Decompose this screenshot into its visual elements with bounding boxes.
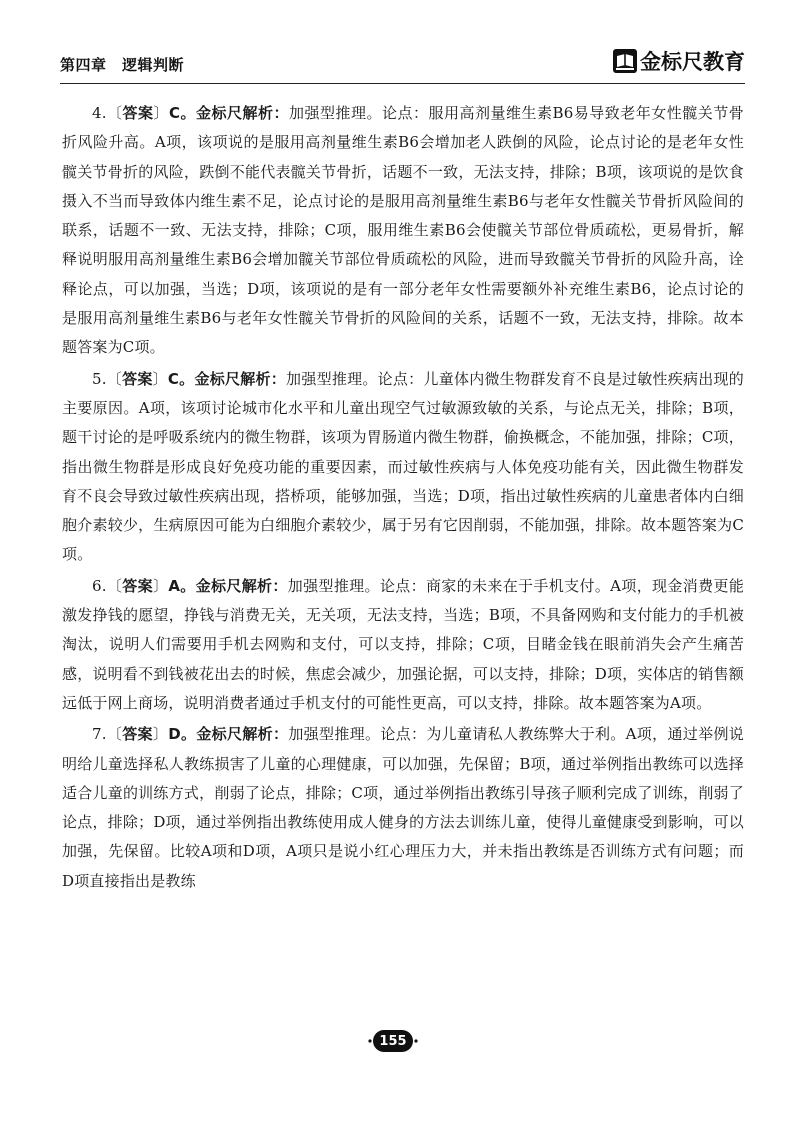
analysis-label: 金标尺解析： <box>196 104 290 122</box>
bracket-close: 〕 <box>152 369 168 388</box>
bracket-open: 〔 <box>106 104 123 122</box>
chapter-title: 第四章 逻辑判断 <box>60 56 185 74</box>
brand-name: 金标尺教育 <box>640 50 745 74</box>
question-number: 5. <box>92 369 107 388</box>
analysis-text: 加强型推理。论点：商家的未来在于手机支付。A项，现金消费更能激发挣钱的愿望，挣钱与消费无关，无关项，无法支持，当选；B项，不具备网购和支付能力的手机被淘汰，说明人们需要用手机去网购和支付，可以支持，排除；C项，目睹金钱在眼前消失会产生痛苦感，说明看不到钱被花出去的时候，焦虑会减少，加强论据，可以支持，排除；D项，实体店的销售额远低于网上商场，说明消费者通过手机支付的可能性更高，可以支持，排除。故本题答案为A项。 <box>62 576 745 712</box>
answer-value: D。 <box>168 725 197 744</box>
brand <box>613 46 745 76</box>
bracket-close: 〕 <box>152 725 169 744</box>
explanation-item <box>62 365 744 570</box>
bracket-open: 〔 <box>106 576 123 595</box>
analysis-label: 金标尺解析： <box>195 576 288 595</box>
bracket-close: 〕 <box>153 104 170 122</box>
answer-label: 答案 <box>122 369 153 388</box>
answer-label: 答案 <box>122 576 153 595</box>
header-divider <box>60 83 745 84</box>
bracket-close: 〕 <box>152 576 169 595</box>
analysis-label: 金标尺解析： <box>196 725 289 744</box>
page-number-badge <box>368 1029 418 1053</box>
answer-label: 答案 <box>122 104 154 122</box>
answer-label: 答案 <box>122 725 153 744</box>
analysis-label: 金标尺解析： <box>194 369 287 388</box>
analysis-text: 加强型推理。论点：为儿童请私人教练弊大于利。A项，通过举例说明给儿童选择私人教练损害了儿童的心理健康，可以加强，先保留；B项，通过举例指出教练可以选择适合儿童的训练方式，削弱了论点，排除；C项，通过举例指出教练引导孩子顺利完成了训练，削弱了论点，排除；D项，通过举例指出教练使用成人健身的方法去训练儿童，使得儿童健康受到影响，可以加强，先保留。比较A项和D项，A项只是说小红心理压力大，并未指出教练是否训练方式有问题；而D项直接指出是教练 <box>62 725 745 890</box>
question-number: 6. <box>92 576 107 595</box>
explanation-item <box>62 99 744 363</box>
explanation-item <box>62 720 744 896</box>
bracket-open: 〔 <box>106 369 123 388</box>
answer-value: A。 <box>168 576 196 595</box>
page-number: 155 <box>379 1033 407 1049</box>
page-header <box>60 44 745 82</box>
question-number: 4. <box>92 104 107 122</box>
book-logo-icon <box>613 49 637 73</box>
bracket-open: 〔 <box>106 725 123 744</box>
answer-value: C。 <box>169 104 197 122</box>
analysis-text: 加强型推理。论点：服用高剂量维生素B6易导致老年女性髋关节骨折风险升高。A项，该项说的是服用高剂量维生素B6会增加老人跌倒的风险，论点讨论的是老年女性髋关节骨折的风险，跌倒不能代表髋关节骨折，话题不一致，无法支持，排除；B项，该项说的是饮食摄入不当而导致体内维生素不足，论点讨论的是服用高剂量维生素B6与老年女性髋关节骨折风险间的联系，话题不一致、无法支持，排除；C项，服用维生素B6会使髋关节部位骨质疏松，更易骨折，解释说明服用高剂量维生素B6会增加髋关节部位骨质疏松的风险，进而导致髋关节骨折的风险升高，诠释论点，可以加强，当选；D项，该项说的是有一部分老年女性需要额外补充维生素B6，论点讨论的是服用高剂量维生素B6与老年女性髋关节骨折的风险间的关系，话题不一致，无法支持，排除。故本题答案为C项。 <box>62 104 744 357</box>
explanation-item <box>62 572 744 718</box>
analysis-text: 加强型推理。论点：儿童体内微生物群发育不良是过敏性疾病出现的主要原因。A项，该项讨论城市化水平和儿童出现空气过敏源致敏的关系，与论点无关，排除；B项，题干讨论的是呼吸系统内的微生物群，该项为胃肠道内微生物群，偷换概念，不能加强，排除；C项，指出微生物群是形成良好免疫功能的重要因素，而过敏性疾病与人体免疫功能有关，因此微生物群发育不良会导致过敏性疾病出现，搭桥项，能够加强，当选；D项，指出过敏性疾病的儿童患者体内白细胞介素较少，生病原因可能为白细胞介素较少，属于另有它因削弱，不能加强，排除。故本题答案为C项。 <box>62 369 745 564</box>
question-number: 7. <box>92 725 107 744</box>
answer-explanations <box>62 99 744 896</box>
answer-value: C。 <box>167 369 195 388</box>
